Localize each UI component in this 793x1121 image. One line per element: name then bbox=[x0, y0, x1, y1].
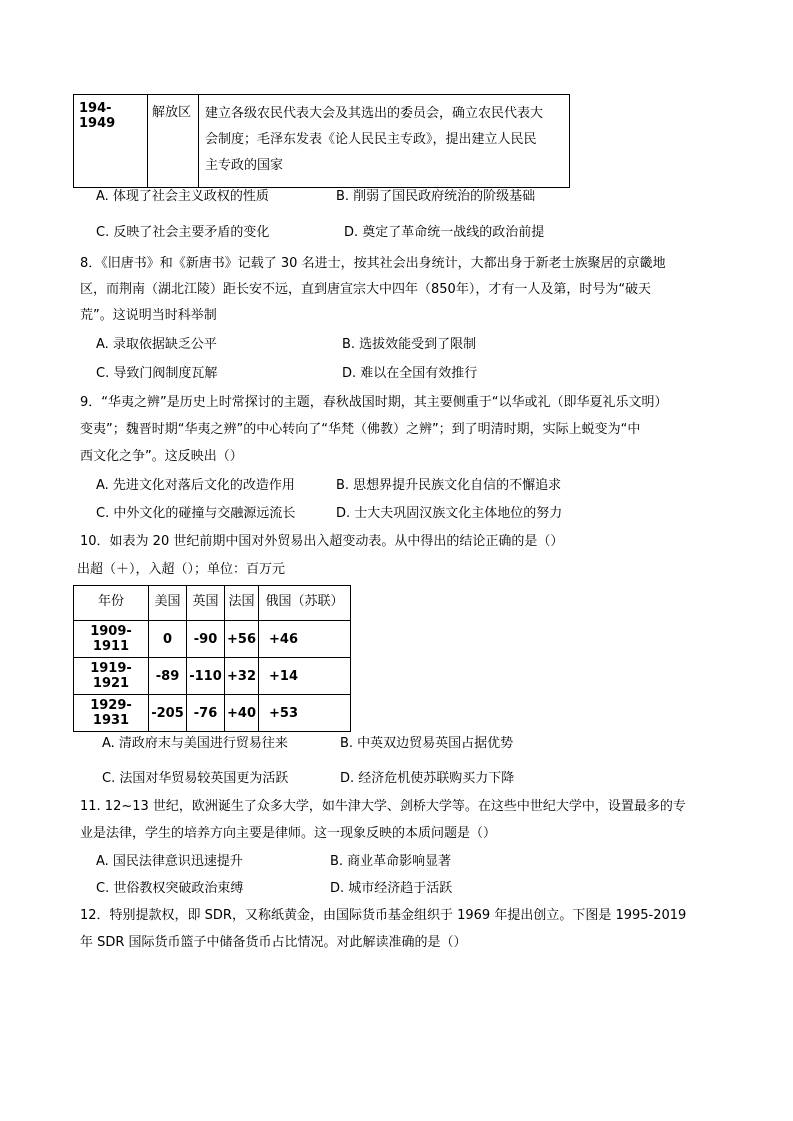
header-year: 年份 bbox=[74, 586, 149, 621]
cell-russia: +46 bbox=[259, 621, 351, 658]
table-row bbox=[74, 95, 570, 188]
q9-stem-line: 变夷”；魏晋时期“华夷之辨”的中心转向了“华梵（佛教）之辨”；到了明清时期，实际上蜕变为“中 bbox=[80, 422, 641, 437]
header-usa: 美国 bbox=[149, 586, 187, 621]
cell-russia: +14 bbox=[259, 658, 351, 695]
q11-option-b: B. 商业革命影响显著 bbox=[330, 854, 452, 869]
area-text: 解放区 bbox=[152, 105, 192, 120]
q8-option-b: B. 选拔效能受到了限制 bbox=[342, 337, 477, 352]
q8-stem-line: 荒”。这说明当时科举制 bbox=[80, 308, 217, 323]
policy-table bbox=[73, 94, 570, 188]
content-line: 会制度；毛泽东发表《论人民民主专政》，提出建立人民民 bbox=[205, 132, 537, 147]
q12-stem-line: 12．特别提款权，即 SDR，又称纸黄金，由国际货币基金组织于 1969 年提出创立。下图是 1995-2019 bbox=[80, 908, 687, 923]
q10-unit-note: 出超（＋），入超（）；单位：百万元 bbox=[77, 562, 286, 577]
q7-option-b: B. 削弱了国民政府统治的阶级基础 bbox=[336, 189, 536, 204]
cell-uk: -90 bbox=[187, 621, 225, 658]
q9-stem-line: 西文化之争”。这反映出（） bbox=[80, 449, 243, 464]
q11-option-d: D. 城市经济趋于活跃 bbox=[330, 881, 453, 896]
q11-stem-line: 11. 12~13 世纪，欧洲诞生了众多大学，如牛津大学、剑桥大学等。在这些中世纪大学中，设置最多的专 bbox=[80, 799, 686, 814]
header-uk: 英国 bbox=[187, 586, 225, 621]
content-line: 建立各级农民代表大会及其选出的委员会，确立农民代表大 bbox=[205, 106, 544, 121]
q8-option-c: C. 导致门阀制度瓦解 bbox=[96, 366, 218, 381]
q12-stem-line: 年 SDR 国际货币篮子中储备货币占比情况。对此解读准确的是（） bbox=[80, 935, 467, 950]
cell-usa: 0 bbox=[149, 621, 187, 658]
q9-option-d: D. 士大夫巩固汉族文化主体地位的努力 bbox=[336, 506, 563, 521]
content-line: 主专政的国家 bbox=[205, 158, 284, 173]
row-year: 1919-1921 bbox=[74, 658, 149, 695]
header-france: 法国 bbox=[225, 586, 259, 621]
q10-option-a: A. 清政府末与美国进行贸易往来 bbox=[102, 736, 288, 751]
q8-stem-line: 区，而荆南（湖北江陵）距长安不远，直到唐宣宗大中四年（850年），才有一人及第，时号为“破天 bbox=[80, 282, 652, 297]
table-row bbox=[74, 658, 351, 695]
cell-uk: -110 bbox=[187, 658, 225, 695]
q7-option-a: A. 体现了社会主义政权的性质 bbox=[96, 189, 269, 204]
q10-option-d: D. 经济危机使苏联购买力下降 bbox=[340, 771, 515, 786]
q10-option-c: C. 法国对华贸易较英国更为活跃 bbox=[102, 771, 289, 786]
cell-usa: -89 bbox=[149, 658, 187, 695]
q7-option-d: D. 奠定了革命统一战线的政治前提 bbox=[344, 225, 545, 240]
q10-stem: 10．如表为 20 世纪前期中国对外贸易出入超变动表。从中得出的结论正确的是（） bbox=[80, 534, 564, 549]
cell-france: +56 bbox=[225, 621, 259, 658]
q11-option-a: A. 国民法律意识迅速提升 bbox=[96, 854, 243, 869]
content-cell bbox=[199, 95, 570, 188]
cell-france: +32 bbox=[225, 658, 259, 695]
cell-france: +40 bbox=[225, 695, 259, 732]
row-year: 1929-1931 bbox=[74, 695, 149, 732]
cell-russia: +53 bbox=[259, 695, 351, 732]
table-header-row bbox=[74, 586, 351, 621]
table-row bbox=[74, 695, 351, 732]
period-cell bbox=[74, 95, 148, 188]
header-russia: 俄国（苏联） bbox=[259, 586, 351, 621]
q9-option-b: B. 思想界提升民族文化自信的不懈追求 bbox=[336, 478, 562, 493]
q10-option-b: B. 中英双边贸易英国占据优势 bbox=[340, 736, 514, 751]
q7-option-c: C. 反映了社会主要矛盾的变化 bbox=[96, 225, 270, 240]
row-year: 1909-1911 bbox=[74, 621, 149, 658]
table-row bbox=[74, 621, 351, 658]
q8-stem-line: 8．《旧唐书》和《新唐书》记载了 30 名进士，按其社会出身统计，大都出身于新老士族聚居的京畿地 bbox=[80, 256, 666, 271]
cell-uk: -76 bbox=[187, 695, 225, 732]
q11-stem-line: 业是法律，学生的培养方向主要是律师。这一现象反映的本质问题是（） bbox=[80, 826, 497, 841]
trade-table bbox=[73, 585, 351, 732]
q8-option-d: D. 难以在全国有效推行 bbox=[342, 366, 478, 381]
cell-usa: -205 bbox=[149, 695, 187, 732]
q9-option-c: C. 中外文化的碰撞与交融源远流长 bbox=[96, 506, 296, 521]
q9-stem-line: 9．“华夷之辨”是历史上时常探讨的主题，春秋战国时期，其主要侧重于“以华或礼（即华夏礼乐文明） bbox=[80, 395, 668, 410]
area-cell bbox=[148, 95, 199, 188]
period-text: 194-1949 bbox=[79, 101, 116, 131]
q9-option-a: A. 先进文化对落后文化的改造作用 bbox=[96, 478, 295, 493]
q11-option-c: C. 世俗教权突破政治束缚 bbox=[96, 881, 244, 896]
q8-option-a: A. 录取依据缺乏公平 bbox=[96, 337, 217, 352]
